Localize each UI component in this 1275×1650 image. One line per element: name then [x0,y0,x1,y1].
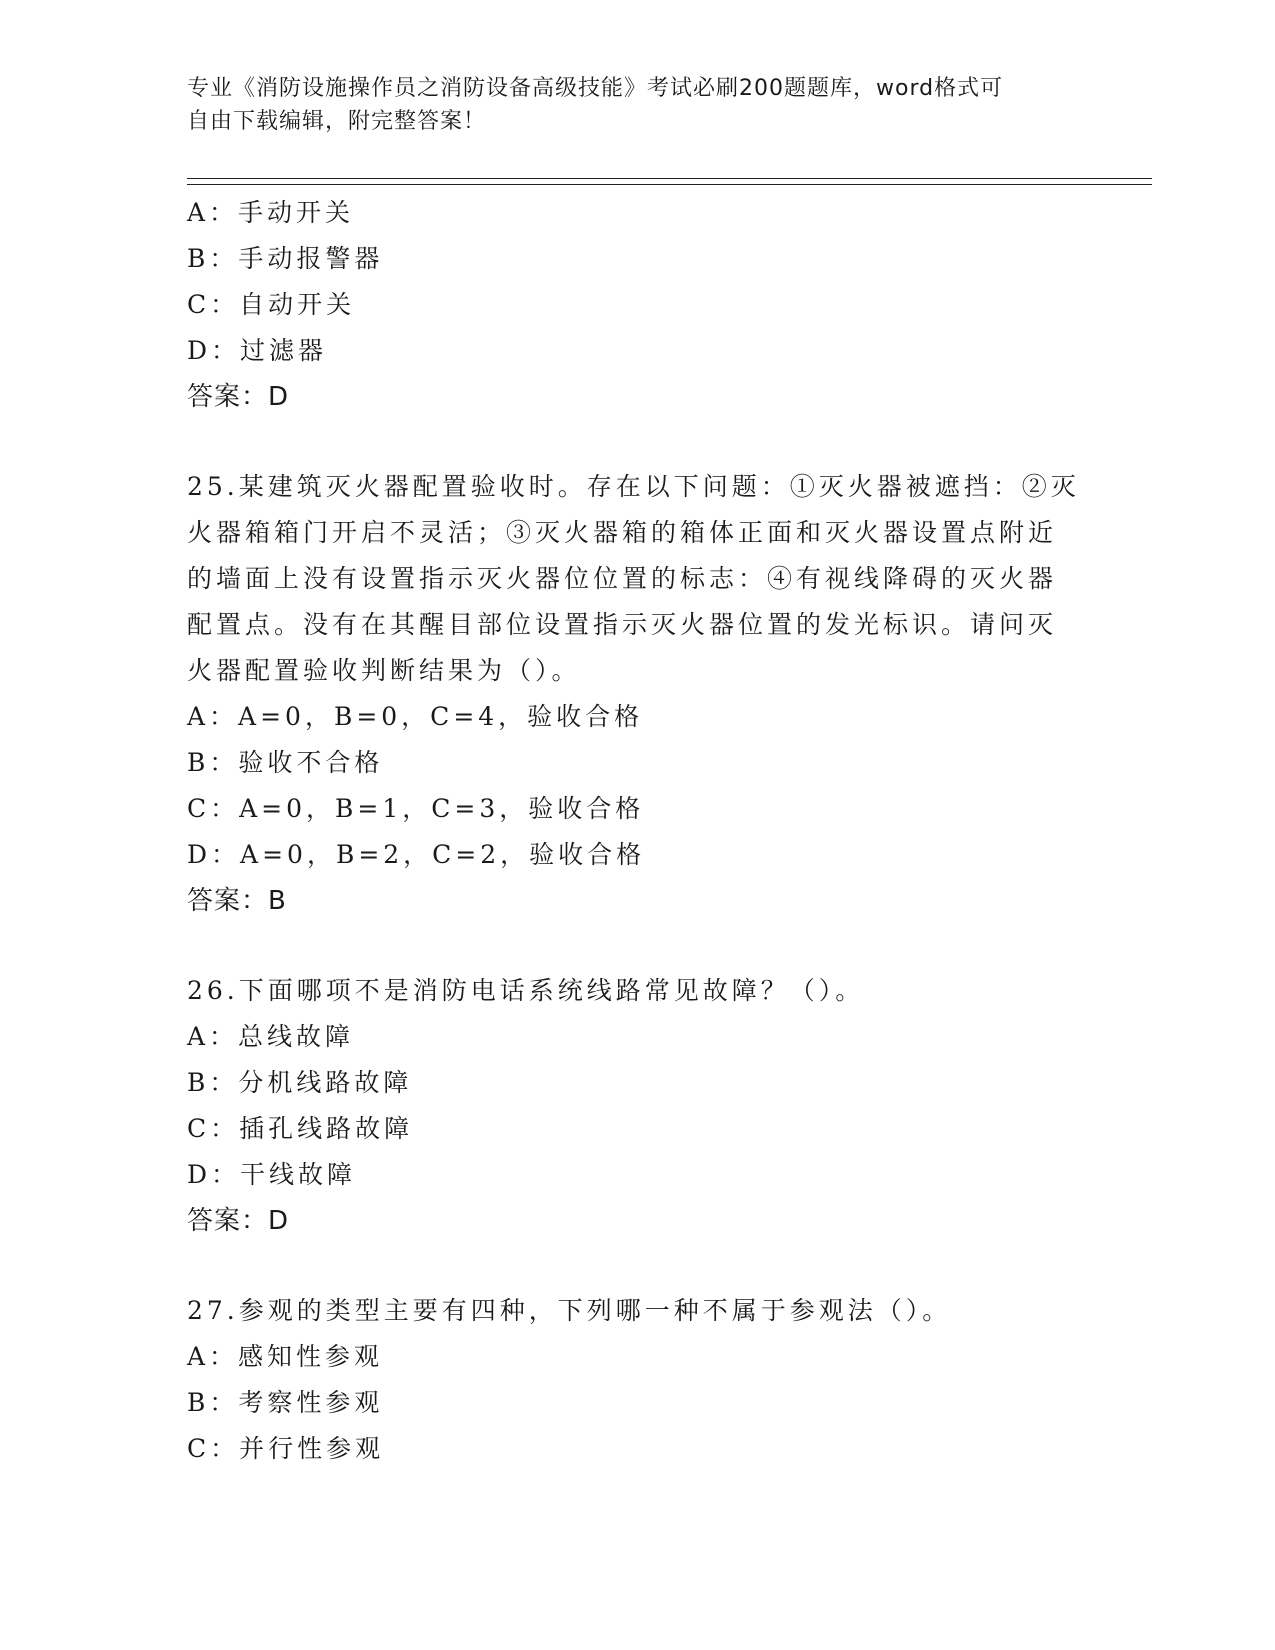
question-block-25 [187,464,1080,924]
answer-line: 答案：D [187,1206,290,1236]
option-c: C：插孔线路故障 [187,1114,414,1143]
question-stem-line: 配置点。没有在其醒目部位设置指示灭火器位置的发光标识。请问灭 [187,610,1058,639]
header-title-line-1: 专业《消防设施操作员之消防设备高级技能》考试必刷200题题库，word格式可 [187,76,1004,101]
option-a: A：A=0，B=0，C=4，验收合格 [187,702,644,731]
option-b: B：验收不合格 [187,748,384,777]
answer-line: 答案：B [187,886,287,916]
question-block-26 [187,968,1077,1244]
header-divider-bottom [187,184,1152,185]
option-b: B：手动报警器 [187,244,384,273]
option-a: A：总线故障 [187,1022,355,1051]
question-block-24 [187,190,1077,420]
option-b: B：分机线路故障 [187,1068,413,1097]
question-stem-line: 26.下面哪项不是消防电话系统线路常见故障？（）。 [187,976,865,1005]
option-a: A：手动开关 [187,198,355,227]
question-stem-line: 火器配置验收判断结果为（）。 [187,656,581,685]
header-title-line-2: 自由下载编辑，附完整答案！ [187,109,487,134]
question-block-27 [187,1288,1077,1472]
option-b: B：考察性参观 [187,1388,384,1417]
option-c: C：A=0，B=1，C=3，验收合格 [187,794,645,823]
question-stem-line: 火器箱箱门开启不灵活；③灭火器箱的箱体正面和灭火器设置点附近 [187,518,1058,547]
option-d: D：A=0，B=2，C=2，验收合格 [187,840,646,869]
option-d: D：过滤器 [187,336,328,365]
option-d: D：干线故障 [187,1160,357,1189]
document-header [187,72,1077,138]
answer-line: 答案：D [187,382,290,412]
option-a: A：感知性参观 [187,1342,384,1371]
option-c: C：自动开关 [187,290,356,319]
question-stem-line: 27.参观的类型主要有四种，下列哪一种不属于参观法（）。 [187,1296,952,1325]
option-c: C：并行性参观 [187,1434,385,1463]
question-content [187,190,1080,1472]
header-divider-top [187,178,1152,179]
question-stem-line: 25.某建筑灭火器配置验收时。存在以下问题：①灭火器被遮挡：②灭 [187,472,1080,501]
question-stem-line: 的墙面上没有设置指示灭火器位位置的标志：④有视线降碍的灭火器 [187,564,1058,593]
